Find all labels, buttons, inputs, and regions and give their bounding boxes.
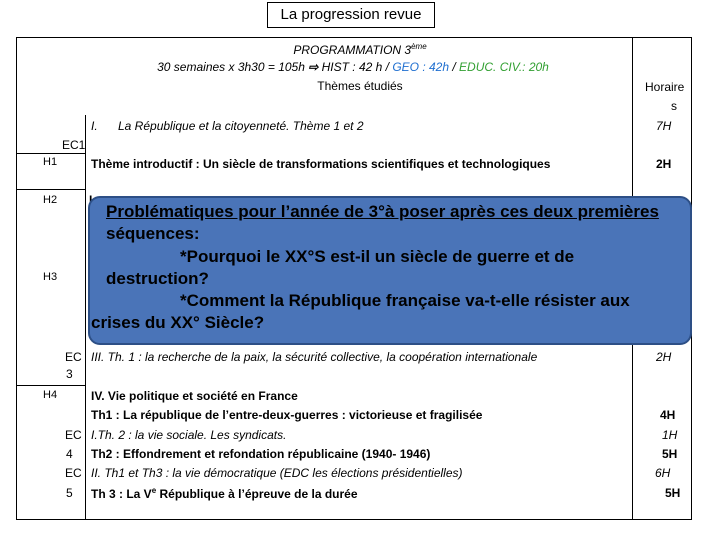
callout-line4: destruction? xyxy=(106,269,209,288)
ec4-text: I.Th. 2 : la vie sociale. Les syndicats. xyxy=(91,428,287,442)
part4-th1: Th1 : La république de l’entre-deux-guerres : victorieuse et fragilisée xyxy=(91,408,483,422)
ec5-label-a: EC xyxy=(65,466,82,480)
row-divider-h2 xyxy=(16,189,85,190)
row-divider-h1 xyxy=(16,153,85,154)
part4-th2-hours: 5H xyxy=(662,447,678,461)
horaires-label-line2: s xyxy=(671,99,677,113)
callout-line6: crises du XX° Siècle? xyxy=(91,313,265,332)
ec3-label-a: EC xyxy=(65,350,82,364)
theme1-number: I. xyxy=(91,119,98,133)
callout-line3: *Pourquoi le XX°S est-il un siècle de guerre et de xyxy=(180,247,575,266)
ec5-label-b: 5 xyxy=(66,486,73,500)
part4-th2: Th2 : Effondrement et refondation républicaine (1940- 1946) xyxy=(91,447,431,461)
theme1-hours: 7H xyxy=(656,119,672,133)
header-line-hours: 30 semaines x 3h30 = 105h ⇨ HIST : 42 h / GEO : 42h / EDUC. CIV.: 20h xyxy=(157,60,549,74)
part4-title: IV. Vie politique et société en France xyxy=(91,389,298,403)
arrow-icon: ⇨ xyxy=(308,60,319,74)
theme1-text: La République et la citoyenneté. Thème 1 et 2 xyxy=(118,119,364,133)
document-title: La progression revue xyxy=(267,2,435,28)
callout-line1: Problématiques pour l’année de 3°à poser après ces deux premières xyxy=(106,202,659,221)
part4-th3: Th 3 : La Ve République à l’épreuve de la durée xyxy=(91,486,358,501)
themes-label: Thèmes étudiés xyxy=(317,79,403,93)
header-line-programmation: PROGRAMMATION 3ème xyxy=(293,42,427,57)
ec5-hours: 6H xyxy=(655,466,671,480)
h4-label: H4 xyxy=(43,389,58,401)
geo-hours: GEO : 42h xyxy=(392,60,450,74)
part4-th1-hours: 4H xyxy=(660,408,676,422)
horaires-label-line1: Horaire xyxy=(645,80,685,94)
h1-label: H1 xyxy=(43,156,58,168)
ec4-label-a: EC xyxy=(65,428,82,442)
ec4-label-b: 4 xyxy=(66,447,73,461)
callout-line2: séquences: xyxy=(106,224,200,243)
callout-line5: *Comment la République française va-t-elle résister aux xyxy=(180,291,630,310)
column-divider-left xyxy=(85,115,86,520)
row-divider-h4 xyxy=(16,385,85,386)
ec3-hours: 2H xyxy=(656,350,672,364)
h2-label: H2 xyxy=(43,194,58,206)
ec4-hours: 1H xyxy=(662,428,678,442)
ec3-text: III. Th. 1 : la recherche de la paix, la sécurité collective, la coopération internationale xyxy=(91,350,538,364)
ec1-label: EC1 xyxy=(62,138,86,152)
h1-hours: 2H xyxy=(656,157,672,171)
part4-th3-hours: 5H xyxy=(665,486,681,500)
ec5-text: II. Th1 et Th3 : la vie démocratique (EDC les élections présidentielles) xyxy=(91,466,463,480)
ec3-label-b: 3 xyxy=(66,367,73,381)
h3-label: H3 xyxy=(43,271,58,283)
h1-text: Thème introductif : Un siècle de transformations scientifiques et technologiques xyxy=(91,157,551,171)
educ-hours: EDUC. CIV.: 20h xyxy=(459,60,549,74)
